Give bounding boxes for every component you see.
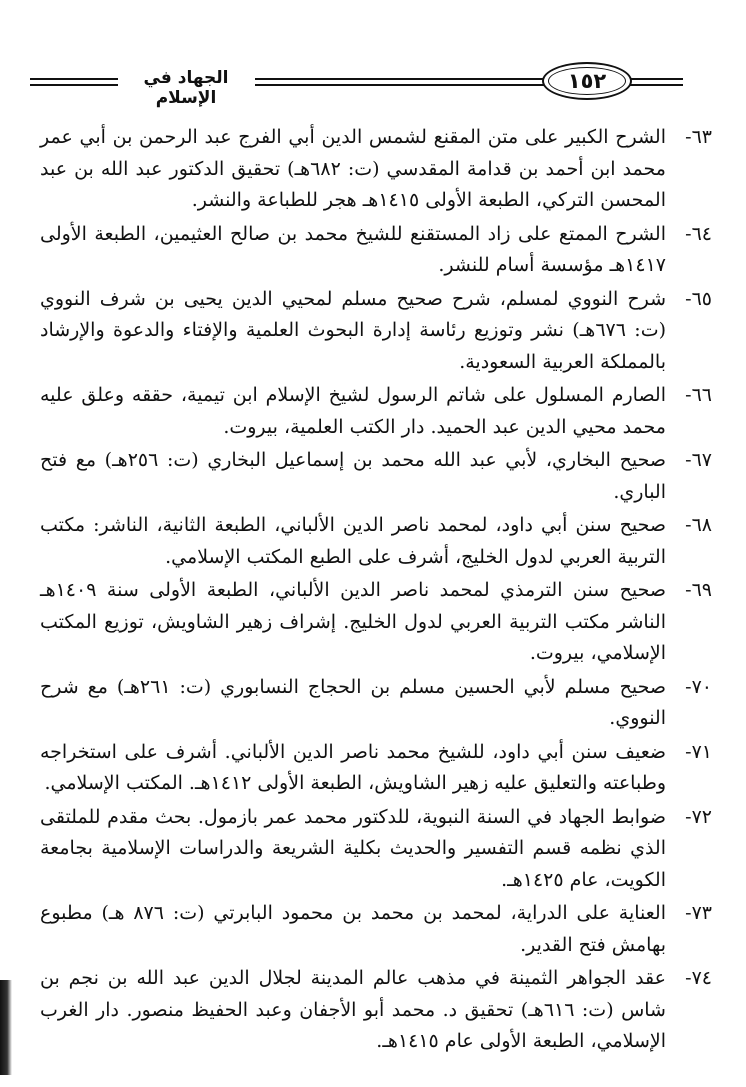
entry-text: الشرح الكبير على متن المقنع لشمس الدين أبي الفرج عبد الرحمن بن أبي عمر محمد ابن أحمد بن قدامة المقدسي (ت: ٦٨٢هـ) تحقيق الدكتور عبد الله بن عبد المحسن التركي، الطبعة الأولى ١٤١٥هـ هجر للطباعة والنشر. xyxy=(40,126,666,211)
entry-number: ٧٤- xyxy=(685,967,712,989)
entry-text: العناية على الدراية، لمحمد بن محمد بن محمود البابرتي (ت: ٨٧٦ هـ) مطبوع بهامش فتح القدير. xyxy=(40,902,666,956)
entry-number: ٧٢- xyxy=(685,805,712,828)
entry-text: ضعيف سنن أبي داود، للشيخ محمد ناصر الدين الألباني. أشرف على استخراجه وطباعته والتعليق عليه زهير الشاويش، الطبعة الأولى ١٤١٢هـ. المكتب الإسلامي. xyxy=(40,740,666,794)
page-number: ١٥٢ xyxy=(542,62,632,100)
bibliography-entry xyxy=(40,445,712,508)
bibliography-entry xyxy=(40,963,712,1058)
header-rule-middle xyxy=(255,78,543,86)
entry-number: ٦٣- xyxy=(685,126,712,148)
bibliography-entry xyxy=(40,510,712,573)
entry-text: الشرح الممتع على زاد المستقنع للشيخ محمد بن صالح العثيمين، الطبعة الأولى ١٤١٧هـ مؤسسة أسام للنشر. xyxy=(40,222,666,276)
bibliography-entry xyxy=(40,575,712,670)
bibliography-entry xyxy=(40,380,712,443)
bibliography-entry xyxy=(40,284,712,379)
entry-text: عقد الجواهر الثمينة في مذهب عالم المدينة لجلال الدين عبد الله بن نجم بن شاس (ت: ٦١٦هـ) تحقيق د. محمد أبو الأجفان وعبد الحفيظ منصور. دار الغرب الإسلامي، الطبعة الأولى عام ١٤١٥هـ. xyxy=(40,967,666,1052)
bibliography-list xyxy=(40,122,712,1060)
entry-text: صحيح مسلم لأبي الحسين مسلم بن الحجاج النسابوري (ت: ٢٦١هـ) مع شرح النووي. xyxy=(40,675,667,729)
entry-number: ٧٠- xyxy=(685,675,712,698)
header-rule-left xyxy=(30,78,118,86)
bibliography-entry xyxy=(40,672,712,735)
bibliography-entry xyxy=(40,219,712,282)
entry-text: ضوابط الجهاد في السنة النبوية، للدكتور محمد عمر بازمول. بحث مقدم للملتقى الذي نظمه قسم التفسير والحديث بكلية الشريعة والدراسات الإسلامية بجامعة الكويت، عام ١٤٢٥هـ. xyxy=(40,805,667,891)
entry-number: ٧١- xyxy=(685,740,712,763)
entry-number: ٦٨- xyxy=(685,514,712,536)
bibliography-entry xyxy=(40,802,712,897)
entry-number: ٦٦- xyxy=(685,384,712,406)
entry-text: صحيح سنن أبي داود، لمحمد ناصر الدين الألباني، الطبعة الثانية، الناشر: مكتب التربية العربي لدول الخليج، أشرف على الطبع المكتب الإسلامي. xyxy=(40,514,666,568)
entry-number: ٦٩- xyxy=(685,579,712,601)
entry-number: ٦٧- xyxy=(685,449,712,471)
entry-text: شرح النووي لمسلم، شرح صحيح مسلم لمحيي الدين يحيى بن شرف النووي (ت: ٦٧٦هـ) نشر وتوزيع رئاسة إدارة البحوث العلمية والإفتاء والدعوة والإرشاد بالمملكة العربية السعودية. xyxy=(40,287,666,373)
bibliography-entry xyxy=(40,122,712,217)
entry-number: ٧٣- xyxy=(685,902,712,924)
bibliography-entry xyxy=(40,898,712,961)
running-header xyxy=(20,62,720,112)
entry-text: صحيح سنن الترمذي لمحمد ناصر الدين الألباني، الطبعة الأولى سنة ١٤٠٩هـ الناشر مكتب التربية العربي لدول الخليج. إشراف زهير الشاويش، توزيع المكتب الإسلامي، بيروت. xyxy=(40,579,666,664)
binding-shadow xyxy=(0,980,12,1075)
book-title: الجهاد في الإسلام xyxy=(124,68,248,108)
bibliography-entry xyxy=(40,737,712,800)
entry-text: صحيح البخاري، لأبي عبد الله محمد بن إسماعيل البخاري (ت: ٢٥٦هـ) مع فتح الباري. xyxy=(40,449,667,503)
entry-number: ٦٤- xyxy=(685,222,712,245)
entry-text: الصارم المسلول على شاتم الرسول لشيخ الإسلام ابن تيمية، حققه وعلق عليه محمد محيي الدين عبد الحميد. دار الكتب العلمية، بيروت. xyxy=(40,384,666,438)
entry-number: ٦٥- xyxy=(685,287,712,310)
